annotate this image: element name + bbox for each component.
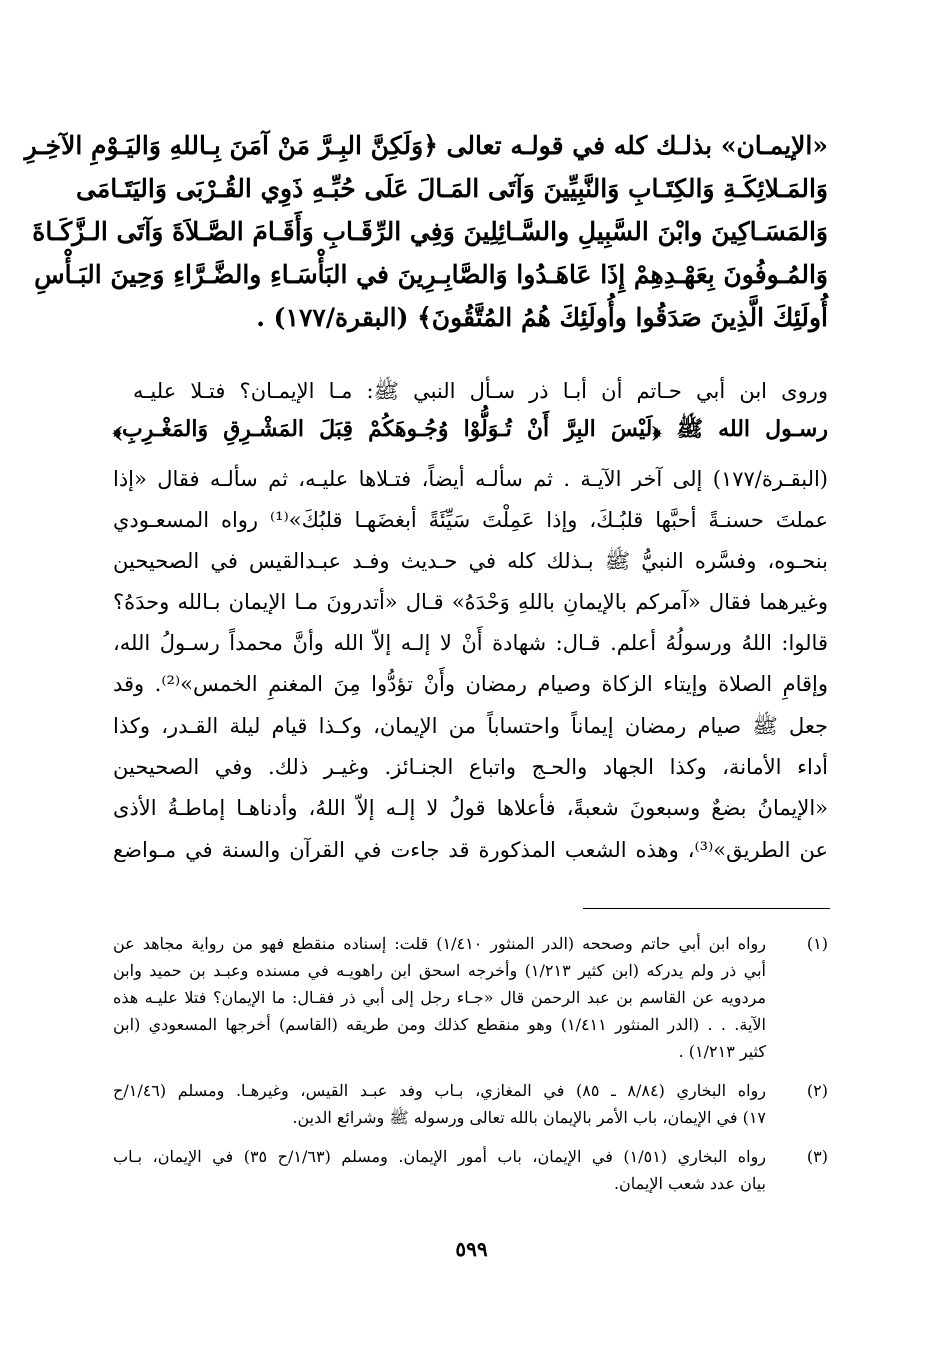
- paragraph2-line-6: وغيرهما فقال «آمركم بالإيمانِ باللهِ وَحْدَهُ» قـال «أتدرونَ مـا الإيمان بـالله وحدَهُ؟: [113, 590, 828, 614]
- footnote-1-line-4: الآية. . . (الدر المنثور ١/٤١١) وهو منقطع كذلك ومن طريقه (القاسم) أخرجها المسعودي (ابن: [113, 1015, 766, 1034]
- footnote-1-number: (١): [806, 934, 828, 953]
- footnote-2-line-2: ١٧) في الإيمان، باب الأمر بالإيمان بالله تعالى ورسوله ﷺ وشرائع الدين.: [292, 1108, 766, 1127]
- paragraph2-line-4: عملتَ حسنـةً أحبَّها قلبُـكَ، وإذا عَمِلْتَ سَيِّئَةً أبغضَهـا قلبُكَ»⁽¹⁾ رواه المسعـودي: [113, 508, 829, 532]
- paragraph2-line-2: رسـول الله ﷺ ﴿لَيْسَ البِرَّ أَنْ تُـوَلُّوْا وُجُـوهَكُمْ قِبَلَ المَشْـرِقِ وَالمَغْـرِبِ﴾: [113, 416, 828, 442]
- paragraph1-line-2: وَالمَـلائِكَـةِ وَالكِتَـابِ وَالنَّبِيِّينَ وَآتَى المَـالَ عَلَى حُبِّـهِ ذَوِي القُـرْبَى وَاليَتَـامَى: [76, 174, 828, 203]
- paragraph2-line-7: قالوا: اللهُ ورسولُهُ أعلم. قـال: شهادة أَنْ لا إلـه إلاّ الله وأنَّ محمداً رسـولُ الله،: [113, 631, 828, 655]
- paragraph1-line-4: وَالمُـوفُونَ بِعَهْـدِهِمْ إِذَا عَاهَـدُوا وَالصَّابِـرِينَ في البَأْسَـاءِ والضَّـرَّاءِ وَحِينَ البَـأْسِ: [34, 260, 828, 289]
- footnote-1-line-3: مردويه عن القاسم بن عبد الرحمن قال «جـاء رجل إلى أبي ذر فقـال: ما الإيمان؟ فتلا عليـه هذه: [113, 988, 766, 1007]
- page-number: ٥٩٩: [455, 1237, 488, 1261]
- paragraph2-line-3: (البقـرة/١٧٧) إلى آخر الآيـة . ثم سألـه أيضاً، فتـلاها عليـه، ثم سألـه فقال «إذا: [113, 467, 828, 491]
- paragraph2-line-11: «الإيمانُ بضعٌ وسبعونَ شعبةً، فأعلاها قولُ لا إلـه إلاّ اللهُ، وأدناهـا إماطـةُ الأذى: [113, 796, 828, 820]
- footnote-1-line-5: كثير ١/٢١٣) .: [678, 1042, 766, 1061]
- footnote-3-line-1: رواه البخاري (١/٥١) في الإيمان، باب أمور الإيمان. ومسلم (١/٦٣/ح ٣٥) في الإيمان، بـاب: [113, 1147, 767, 1166]
- paragraph2-line-9: جعل ﷺ صيام رمضان إيماناً واحتساباً من الإيمان، وكـذا قيام ليلة القـدر، وكذا: [113, 714, 828, 738]
- footnote-3-line-2: بيان عدد شعب الإيمان.: [613, 1174, 766, 1193]
- paragraph1-line-3: وَالمَسَـاكِينَ وابْنَ السَّبِيلِ والسَّـائِلِينَ وَفِي الرِّقَـابِ وَأَقَـامَ الصَّـلاَةَ وَآتَى الـزَّكَـاةَ: [32, 217, 828, 246]
- footnote-2: [113, 1077, 828, 1131]
- footnote-separator: [583, 908, 830, 909]
- footnote-2-line-1: رواه البخاري (٨/٨٤ ـ ٨٥) في المغازي، بـاب وفد عبـد القيس، وغيرهـا. ومسلم (١/٤٦/ح: [113, 1081, 766, 1100]
- footnote-2-number: (٢): [806, 1081, 828, 1100]
- paragraph2-line-10: أداء الأمانة، وكذا الجهاد والحـج واتباع الجنـائز. وغيـر ذلك. وفي الصحيحين: [113, 755, 828, 779]
- paragraph2-line-5: بنحـوه، وفسَّره النبيُّ ﷺ بـذلك كله في حـديث وفـد عبـدالقيس في الصحيحين: [113, 549, 828, 573]
- paragraph1-line-5: أُولَئِكَ الَّذِينَ صَدَقُوا وأُولَئِكَ هُمُ المُتَّقُونَ﴾ (البقرة/١٧٧) .: [256, 303, 828, 332]
- footnote-1-line-1: رواه ابن أبي حاتم وصححه (الدر المنثور ١/٤١٠) قلت: إسناده منقطع فهو من رواية مجاهد عن: [113, 934, 767, 953]
- paragraph2-line-8: وإقامِ الصلاة وإيتاء الزكاة وصيام رمضان وأَنْ تؤدُّوا مِنَ المغنمِ الخمس»⁽²⁾. وقد: [113, 672, 828, 696]
- paragraph2-line-12: عن الطريق»⁽³⁾، وهذه الشعب المذكورة قد جاءت في القرآن والسنة في مـواضع: [113, 838, 828, 862]
- paragraph1-line-1: «الإيمـان» بذلـك كله في قولـه تعالى ﴿وَلَكِنَّ البِـرَّ مَنْ آمَنَ بِـاللهِ وَاليَـوْمِ الآخِـرِ: [24, 131, 828, 160]
- paragraph2-line-1: وروى ابن أبي حـاتم أن أبـا ذر سـأل النبي ﷺ: مـا الإيمـان؟ فتـلا عليـه: [133, 379, 828, 403]
- footnote-1-line-2: أبي ذر ولم يدركه (ابن كثير ١/٢١٣) وأخرجه اسحق ابن راهويـه في مسنده وعبـد بن حميد وابن: [113, 961, 767, 980]
- footnote-3-number: (٣): [806, 1147, 828, 1166]
- footnote-1: [113, 930, 828, 1065]
- footnote-3: [113, 1143, 828, 1197]
